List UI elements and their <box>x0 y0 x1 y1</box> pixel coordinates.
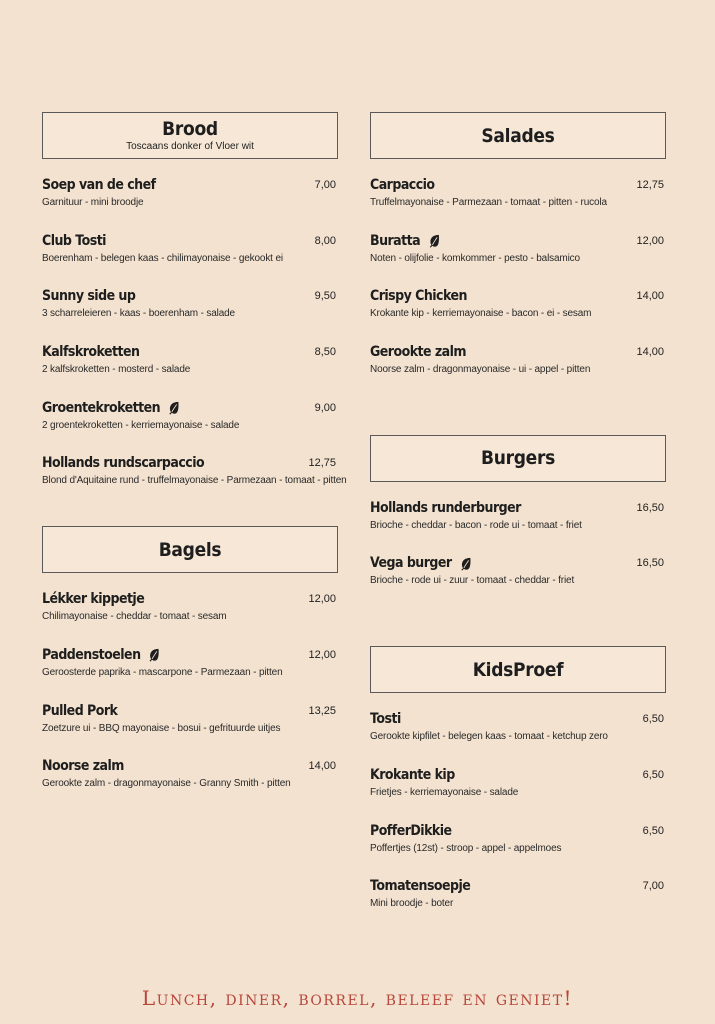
menu-item <box>42 231 338 287</box>
footer-tagline: Lunch, diner, borrel, beleef en geniet! <box>141 986 574 1010</box>
menu-item-name-text: Carpaccio <box>370 177 435 193</box>
menu-item <box>370 342 666 398</box>
menu-item-name <box>370 555 472 571</box>
menu-item-name-text: Crispy Chicken <box>370 288 467 305</box>
menu-item <box>42 756 338 812</box>
menu-item-price: 12,00 <box>308 648 336 661</box>
menu-item-name-text: Gerookte zalm <box>370 344 467 361</box>
menu-item-description: Truffelmayonaise - Parmezaan - tomaat - pitten - rucola <box>370 197 607 208</box>
menu-item-name-text: Vega burger <box>370 555 452 572</box>
menu-item-header <box>42 398 338 418</box>
menu-item-price: 8,50 <box>314 346 336 359</box>
menu-item-name-text: Hollands rundscarpaccio <box>42 455 205 472</box>
menu-item-header <box>42 231 338 251</box>
menu-item-description: Geroosterde paprika - mascarpone - Parmezaan - pitten <box>42 666 283 678</box>
menu-item-price: 7,00 <box>314 179 336 191</box>
menu-item <box>370 498 666 554</box>
menu-item-description: Boerenham - belegen kaas - chilimayonaise - gekookt ei <box>42 252 283 264</box>
vegetarian-leaf-icon <box>459 556 473 571</box>
kidsproef-list <box>370 709 666 932</box>
menu-item <box>42 286 338 342</box>
menu-item-header <box>370 709 666 729</box>
menu-item-price: 13,25 <box>308 704 336 717</box>
menu-item-description: Frietjes - kerriemayonaise - salade <box>370 786 519 798</box>
menu-item-description: 2 kalfskroketten - mosterd - salade <box>42 364 191 376</box>
menu-item-price: 16,50 <box>636 557 664 570</box>
menu-item-header <box>370 876 666 896</box>
menu-item <box>42 342 338 398</box>
menu-item <box>370 765 666 821</box>
menu-item <box>42 453 347 509</box>
vegetarian-leaf-icon <box>148 647 162 662</box>
section-header-burgers <box>370 435 666 482</box>
menu-item-price: 12,00 <box>308 593 336 606</box>
menu-item-name <box>370 767 455 783</box>
menu-item-header <box>42 756 338 776</box>
menu-item-name-text: Krokante kip <box>370 766 455 783</box>
menu-item-description: Krokante kip - kerriemayonaise - bacon - ei - sesam <box>370 308 592 320</box>
menu-item-header <box>42 286 338 306</box>
menu-item-header <box>42 175 338 195</box>
section-title: Salades <box>481 124 555 147</box>
menu-item-name <box>42 400 181 416</box>
menu-item-header <box>370 821 666 841</box>
menu-item-name-text: Noorse zalm <box>42 758 124 775</box>
menu-item-name <box>370 177 435 193</box>
menu-item-description: Blond d'Aquitaine rund - truffelmayonaise - Parmezaan - tomaat - pitten <box>42 475 347 487</box>
menu-item-name <box>42 703 117 719</box>
menu-item-name <box>42 647 161 663</box>
menu-item-price: 14,00 <box>636 346 664 359</box>
salades-list <box>370 175 666 398</box>
menu-item-name <box>42 344 139 360</box>
section-header-kidsproef <box>370 646 666 693</box>
menu-item-name <box>370 344 466 360</box>
menu-item-description: Mini broodje - boter <box>370 898 454 910</box>
menu-item-description: Brioche - rode ui - zuur - tomaat - cheddar - friet <box>370 575 575 587</box>
menu-item-price: 14,00 <box>308 760 336 773</box>
left-column <box>42 112 347 812</box>
menu-item-name <box>370 233 441 249</box>
section-header-salades <box>370 112 666 159</box>
menu-item-name-text: Buratta <box>370 232 421 249</box>
menu-item-description: Brioche - cheddar - bacon - rode ui - tomaat - friet <box>370 519 582 531</box>
menu-item-name-text: Tosti <box>370 711 401 728</box>
section-title: Bagels <box>158 538 222 561</box>
menu-item-name <box>42 455 204 471</box>
menu-item-name <box>42 591 144 607</box>
menu-item-header <box>370 342 666 362</box>
section-title: Burgers <box>481 447 555 470</box>
menu-item-header <box>42 701 338 721</box>
menu-item <box>370 821 666 877</box>
menu-item-header <box>370 175 666 195</box>
menu-item-description: Noorse zalm - dragonmayonaise - ui - appel - pitten <box>370 364 591 376</box>
menu-item-header <box>370 498 666 518</box>
menu-item-name <box>42 288 135 304</box>
section-subtitle: Toscaans donker of Vloer wit <box>126 141 254 152</box>
menu-item-name-text: Pulled Pork <box>42 702 118 719</box>
menu-item <box>42 175 338 231</box>
menu-item-description: 2 groentekroketten - kerriemayonaise - salade <box>42 419 240 431</box>
menu-item-header <box>42 453 338 473</box>
menu-item-price: 6,50 <box>642 768 664 781</box>
burgers-list <box>370 498 666 609</box>
section-title: KidsProef <box>472 658 564 681</box>
menu-item-name-text: Soep van de chef <box>42 177 156 193</box>
menu-item-description: Gerookte zalm - dragonmayonaise - Granny Smith - pitten <box>42 778 291 790</box>
menu-item-price: 14,00 <box>636 290 664 303</box>
menu-item <box>370 286 666 342</box>
menu-item <box>370 175 666 231</box>
menu-item-description: Chilimayonaise - cheddar - tomaat - sesam <box>42 611 227 623</box>
menu-item-description: Garnituur - mini broodje <box>42 197 144 208</box>
menu-item-header <box>370 231 666 251</box>
menu-item-price: 6,50 <box>642 824 664 837</box>
menu-item-description: Poffertjes (12st) - stroop - appel - appelmoes <box>370 842 562 854</box>
menu-item-header <box>370 553 666 573</box>
menu-item-name <box>370 500 521 516</box>
menu-item-name <box>42 233 106 249</box>
menu-item-header <box>42 645 338 665</box>
menu-item <box>42 398 338 454</box>
menu-item-price: 12,75 <box>308 457 336 470</box>
menu-item-name-text: Groentekroketten <box>42 399 161 416</box>
menu-item <box>370 231 666 287</box>
section-title: Brood <box>162 118 218 140</box>
bagels-list <box>42 589 338 812</box>
brood-list <box>42 175 347 509</box>
menu-item-name-text: Kalfskroketten <box>42 344 140 361</box>
menu-item-description: 3 scharreleieren - kaas - boerenham - salade <box>42 308 235 320</box>
vegetarian-leaf-icon <box>167 400 181 415</box>
menu-item-price: 12,75 <box>636 179 664 191</box>
section-header-bagels <box>42 526 338 573</box>
menu-item-header <box>42 342 338 362</box>
right-column <box>370 112 666 932</box>
menu-item-name-text: Paddenstoelen <box>42 646 141 663</box>
menu-item-name <box>42 758 124 774</box>
menu-item-price: 16,50 <box>636 501 664 514</box>
menu-item <box>370 553 666 609</box>
menu-item <box>42 701 338 757</box>
menu-item-name-text: Hollands runderburger <box>370 499 521 516</box>
menu-item-name-text: PofferDikkie <box>370 822 452 839</box>
menu-item-price: 9,50 <box>314 290 336 303</box>
menu-item <box>370 876 666 932</box>
menu-item <box>42 589 338 645</box>
menu-item-name-text: Sunny side up <box>42 288 136 305</box>
menu-item-description: Noten - olijfolie - komkommer - pesto - balsamico <box>370 252 580 264</box>
menu-item-price: 7,00 <box>642 880 664 893</box>
menu-item-header <box>370 286 666 306</box>
menu-item-name-text: Lékker kippetje <box>42 591 145 608</box>
vegetarian-leaf-icon <box>427 233 441 248</box>
menu-item-name <box>42 177 156 193</box>
menu-item-name <box>370 288 467 304</box>
menu-item-name <box>370 823 452 839</box>
section-header-brood <box>42 112 338 159</box>
menu-item-price: 6,50 <box>642 713 664 726</box>
menu-item-header <box>370 765 666 785</box>
menu-item-name-text: Tomatensoepje <box>370 878 471 895</box>
menu-item-name <box>370 711 401 727</box>
menu-item-price: 9,00 <box>314 401 336 414</box>
menu-item-price: 12,00 <box>636 234 664 247</box>
menu-item-header <box>42 589 338 609</box>
menu-item <box>370 709 666 765</box>
menu-item <box>42 645 338 701</box>
menu-item-description: Gerookte kipfilet - belegen kaas - tomaat - ketchup zero <box>370 731 608 743</box>
menu-item-description: Zoetzure ui - BBQ mayonaise - bosui - gefrituurde uitjes <box>42 722 281 734</box>
menu-item-name <box>370 878 470 894</box>
menu-item-name-text: Club Tosti <box>42 232 106 249</box>
menu-item-price: 8,00 <box>314 234 336 247</box>
